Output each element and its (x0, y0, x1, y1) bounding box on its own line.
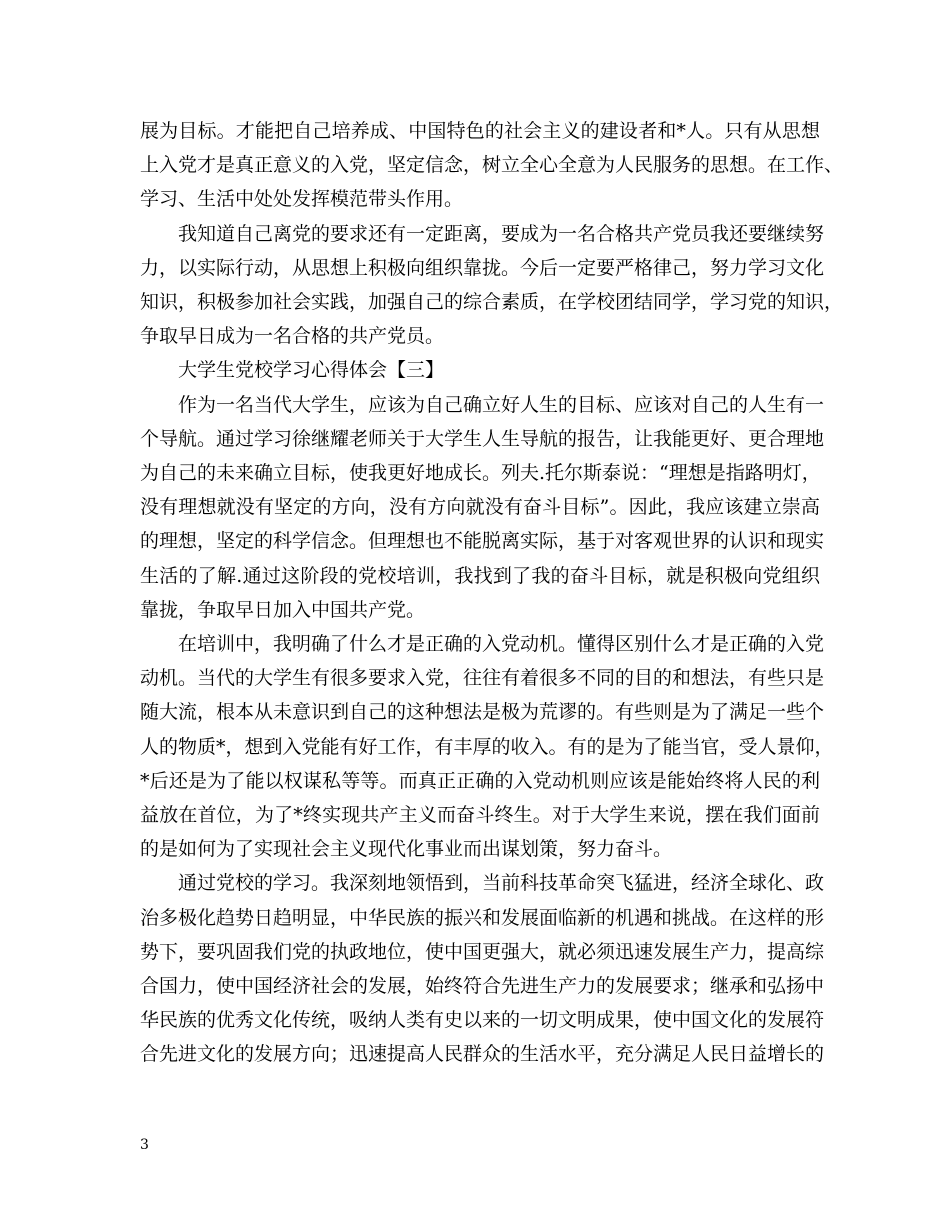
text-line: *后还是为了能以权谋私等等。而真正正确的入党动机则应该是能始终将人民的利 (140, 769, 820, 792)
document-body (140, 114, 844, 1072)
text-line: 治多极化趋势日趋明显，中华民族的振兴和发展面临新的机遇和挑战。在这样的形 (140, 906, 825, 929)
text-line: 上入党才是真正意义的入党，坚定信念，树立全心全意为人民服务的思想。在工作、 (140, 154, 844, 177)
text-line: 随大流，根本从未意识到自己的这种想法是极为荒谬的。有些则是为了满足一些个 (140, 701, 825, 724)
text-line: 势下，要巩固我们党的执政地位，使中国更强大，就必须迅速发展生产力，提高综 (140, 940, 825, 963)
text-line: 展为目标。才能把自己培养成、中国特色的社会主义的建设者和*人。只有从思想 (140, 120, 820, 142)
text-line: 大学生党校学习心得体会【三】 (178, 359, 445, 382)
text-line: 为自己的未来确立目标，使我更好地成长。列夫.托尔斯泰说：“理想是指路明灯， (140, 462, 821, 485)
paragraph (140, 217, 844, 354)
text-line: 学习、生活中处处发挥模范带头作用。 (140, 188, 464, 211)
text-line: 作为一名当代大学生，应该为自己确立好人生的目标、应该对自己的人生有一 (178, 393, 825, 416)
text-line: 通过党校的学习。我深刻地领悟到，当前科技革命突飞猛进，经济全球化、政 (178, 872, 825, 895)
text-line: 争取早日成为一名合格的共产党员。 (140, 325, 445, 348)
text-line: 靠拢，争取早日加入中国共产党。 (140, 598, 426, 621)
text-line: 的是如何为了实现社会主义现代化事业而出谋划策，努力奋斗。 (140, 838, 673, 861)
text-line: 人的物质*，想到入党能有好工作，有丰厚的收入。有的是为了能当官，受人景仰， (140, 735, 834, 758)
text-line: 个导航。通过学习徐继耀老师关于大学生人生导航的报告，让我能更好、更合理地 (140, 427, 825, 450)
text-line: 合国力，使中国经济社会的发展，始终符合先进生产力的发展要求；继承和弘扬中 (140, 975, 825, 998)
page-number: 3 (140, 1137, 149, 1153)
text-line: 动机。当代的大学生有很多要求入党，往往有着很多不同的目的和想法，有些只是 (140, 667, 825, 690)
text-line: 益放在首位，为了*终实现共产主义而奋斗终生。对于大学生来说，摆在我们面前 (140, 804, 820, 827)
paragraph (140, 388, 825, 627)
paragraph (140, 866, 825, 1071)
text-line: 没有理想就没有坚定的方向，没有方向就没有奋斗目标”。因此，我应该建立崇高 (140, 496, 820, 519)
paragraph (140, 353, 820, 387)
paragraph (140, 114, 844, 217)
text-line: 生活的了解.通过这阶段的党校培训，我找到了我的奋斗目标，就是积极向党组织 (140, 564, 820, 587)
paragraph (140, 627, 834, 866)
text-line: 的理想，坚定的科学信念。但理想也不能脱离实际，基于对客观世界的认识和现实 (140, 530, 825, 553)
text-line: 我知道自己离党的要求还有一定距离，要成为一名合格共产党员我还要继续努 (178, 222, 825, 245)
text-line: 在培训中，我明确了什么才是正确的入党动机。懂得区别什么才是正确的入党 (178, 633, 825, 656)
text-line: 华民族的优秀文化传统，吸纳人类有史以来的一切文明成果，使中国文化的发展符 (140, 1009, 825, 1032)
text-line: 合先进文化的发展方向；迅速提高人民群众的生活水平，充分满足人民日益增长的 (140, 1043, 825, 1066)
text-line: 知识，积极参加社会实践，加强自己的综合素质，在学校团结同学，学习党的知识， (140, 291, 844, 314)
text-line: 力，以实际行动，从思想上积极向组织靠拢。今后一定要严格律己，努力学习文化 (140, 256, 825, 279)
